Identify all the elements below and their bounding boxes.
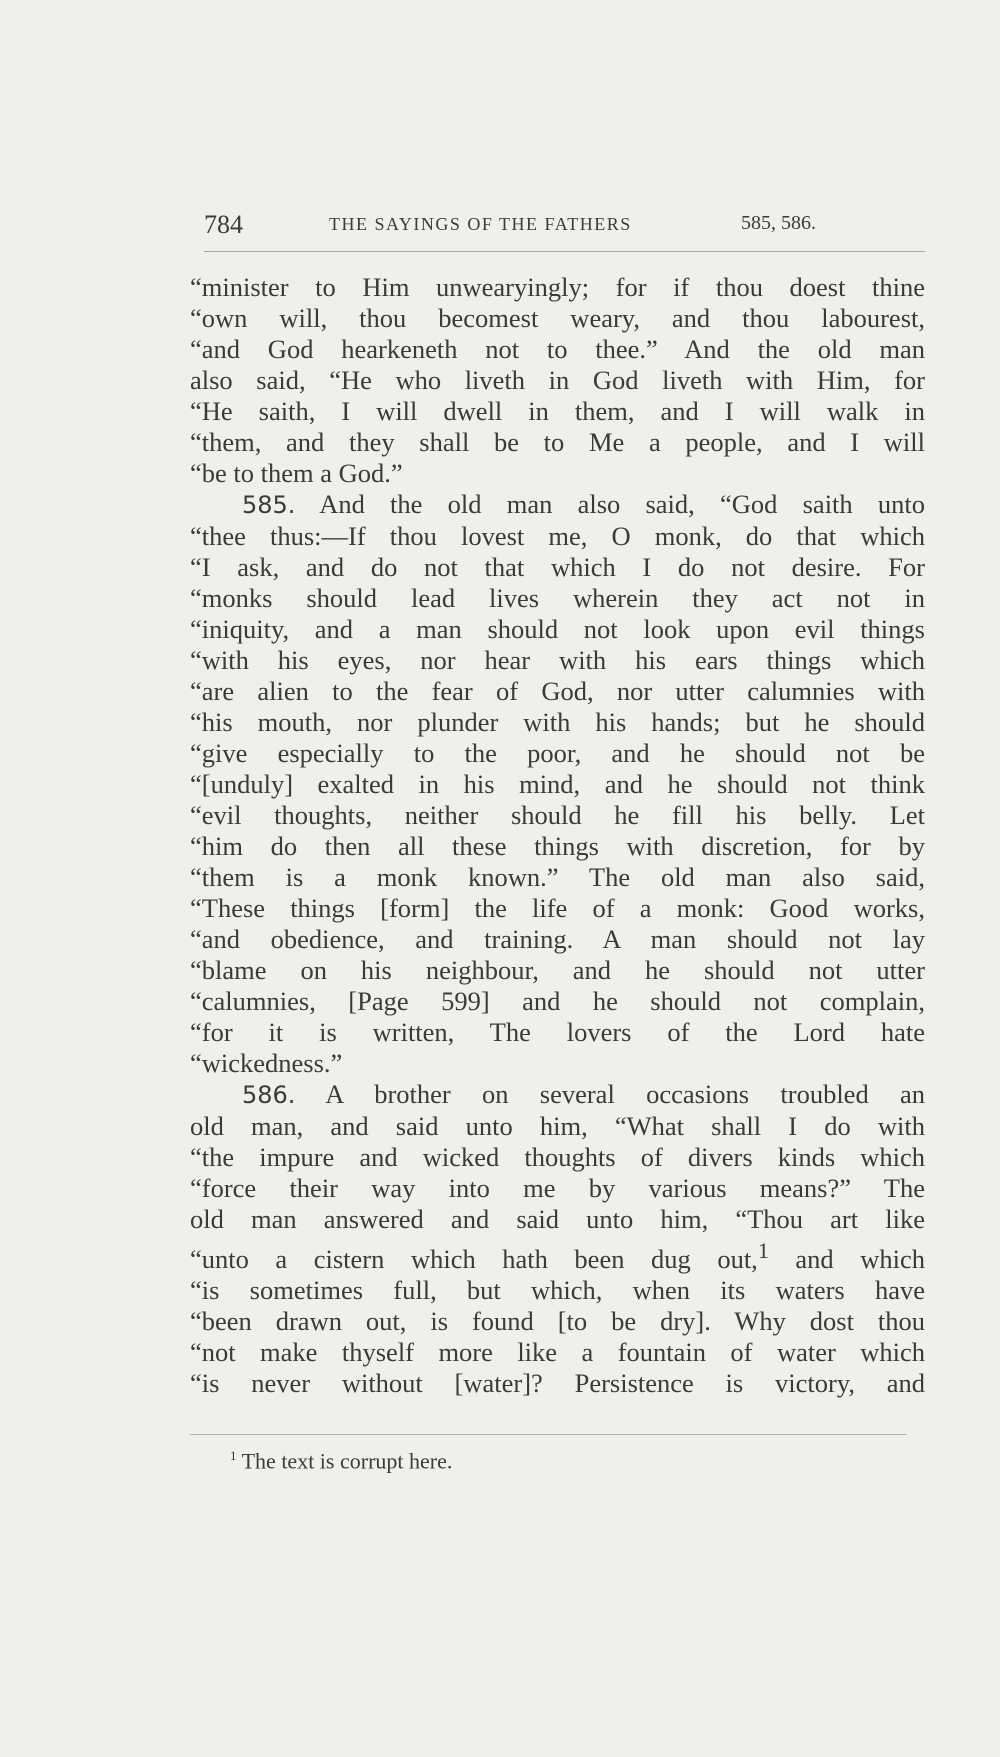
text-line: “for it is written, The lovers of the Lord hate (190, 1017, 925, 1047)
text-line: “own will, thou becomest weary, and thou labourest, (190, 303, 925, 333)
body-text (190, 272, 925, 1399)
text-line: “blame on his neighbour, and he should not utter (190, 955, 925, 985)
footnote-rule (190, 1434, 907, 1435)
text-line: “with his eyes, nor hear with his ears things which (190, 645, 925, 675)
text-line: “and God hearkeneth not to thee.” And the old man (190, 334, 925, 364)
text-line: also said, “He who liveth in God liveth with Him, for (190, 365, 925, 395)
page-number: 784 (204, 210, 243, 239)
text-line: “monks should lead lives wherein they act not in (190, 583, 925, 613)
text-line: old man answered and said unto him, “Thou art like (190, 1204, 925, 1234)
text-line: “not make thyself more like a fountain of water which (190, 1336, 925, 1367)
text-line: “his mouth, nor plunder with his hands; but he should (190, 707, 925, 737)
text-line: “him do then all these things with discretion, for by (190, 831, 925, 861)
footnote (230, 1448, 452, 1474)
text-line: “calumnies, [Page 599] and he should not complain, (190, 986, 925, 1016)
page-header (204, 210, 816, 244)
text-line: “be to them a God.” (190, 458, 403, 488)
text-line: “wickedness.” (190, 1048, 343, 1078)
text-segment: “unto a cistern which hath been dug out, (190, 1243, 758, 1274)
header-section-numbers: 585, 586. (741, 212, 816, 234)
text-segment: and which (768, 1243, 925, 1274)
text-line: “I ask, and do not that which I do not desire. For (190, 552, 925, 582)
paragraph-number: 585. (242, 491, 296, 519)
paragraph-number: 586. (242, 1081, 296, 1109)
text-line: old man, and said unto him, “What shall I do with (190, 1111, 925, 1141)
text-line: “iniquity, and a man should not look upon evil things (190, 614, 925, 644)
footnote-marker: 1 (230, 1448, 237, 1463)
footnote-reference: 1 (757, 1238, 769, 1263)
text-line: “been drawn out, is found [to be dry]. Why dost thou (190, 1305, 925, 1336)
text-line: “give especially to the poor, and he should not be (190, 738, 925, 768)
text-line: “the impure and wicked thoughts of divers kinds which (190, 1142, 925, 1172)
text-line-with-note (190, 1235, 925, 1275)
footnote-text: The text is corrupt here. (241, 1448, 453, 1474)
paragraph-586-first-line (190, 1079, 925, 1111)
text-line: “thee thus:—If thou lovest me, O monk, do that which (190, 521, 925, 551)
text-line: “are alien to the fear of God, nor utter calumnies with (190, 676, 925, 706)
paragraph-585-first-line (190, 489, 925, 521)
text-line: A brother on several occasions troubled an (325, 1079, 925, 1109)
text-line: “and obedience, and training. A man should not lay (190, 924, 925, 954)
text-line: “He saith, I will dwell in them, and I will walk in (190, 396, 925, 426)
header-rule (204, 251, 925, 252)
text-line: “evil thoughts, neither should he fill his belly. Let (190, 800, 925, 830)
text-line: “These things [form] the life of a monk: Good works, (190, 893, 925, 923)
text-line: “them, and they shall be to Me a people, and I will (190, 427, 925, 457)
text-line: “[unduly] exalted in his mind, and he should not think (190, 769, 925, 799)
text-line: “force their way into me by various means?” The (190, 1173, 925, 1203)
text-line: “them is a monk known.” The old man also said, (190, 862, 925, 892)
running-title: THE SAYINGS OF THE FATHERS (329, 214, 632, 234)
text-line: “is sometimes full, but which, when its waters have (190, 1274, 925, 1305)
text-line: “is never without [water]? Persistence is victory, and (190, 1367, 925, 1398)
text-line: “minister to Him unwearyingly; for if thou doest thine (190, 272, 925, 302)
text-line: And the old man also said, “God saith unto (319, 489, 925, 519)
